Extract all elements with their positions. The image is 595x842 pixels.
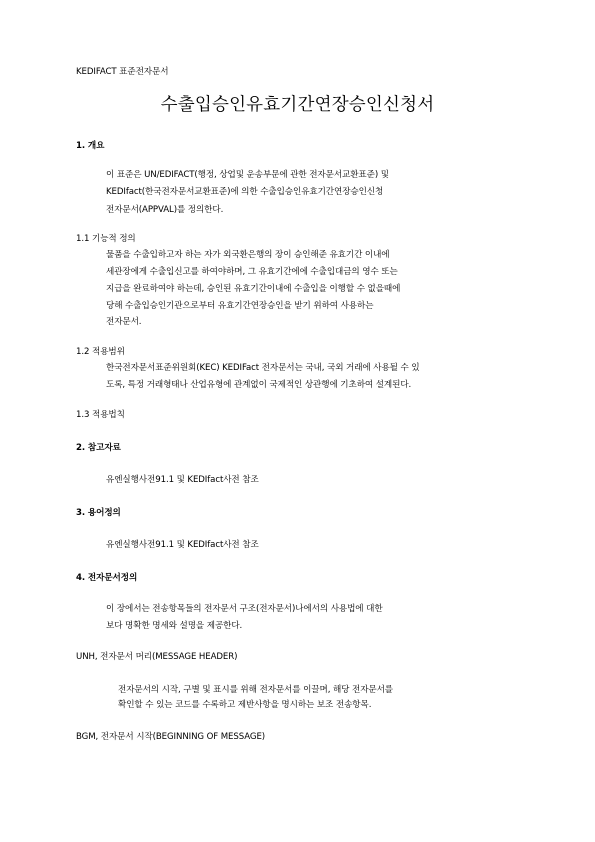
section-1-1-line: 지급을 완료하여야 하는데, 승인된 유효기간이내에 수출입을 이행할 수 없을때에 xyxy=(106,284,401,294)
section-1-1-line: 물품을 수출입하고자 하는 자가 외국환은행의 장이 승인해준 유효기간 이내에 xyxy=(106,250,390,260)
section-1-1-line: 전자문서. xyxy=(106,317,142,327)
unh-line: 전자문서의 시작, 구별 및 표시를 위해 전자문서를 이끌며, 해당 전자문서를 xyxy=(118,685,393,695)
section-3-line: 유엔실행사전91.1 및 KEDIfact사전 참조 xyxy=(106,540,259,550)
section-1-heading: 1. 개요 xyxy=(76,141,105,151)
section-1-2-heading: 1.2 적용범위 xyxy=(76,347,125,357)
section-3-heading: 3. 용어정의 xyxy=(76,508,121,518)
section-1-line: 이 표준은 UN/EDIFACT(행정, 상업및 운송부문에 관한 전자문서교환표준) 및 xyxy=(106,170,389,180)
section-2-heading: 2. 참고자료 xyxy=(76,443,121,453)
unh-heading: UNH, 전자문서 머리(MESSAGE HEADER) xyxy=(76,652,238,662)
section-1-1-line: 세관장에게 수출입신고를 하여야하며, 그 유효기간에에 수출입대금의 영수 또는 xyxy=(106,267,398,277)
section-4-line: 보다 명확한 명세와 설명을 제공한다. xyxy=(106,621,243,631)
section-1-1-heading: 1.1 기능적 정의 xyxy=(76,234,136,244)
section-2-line: 유엔실행사전91.1 및 KEDIfact사전 참조 xyxy=(106,475,259,485)
unh-line: 확인할 수 있는 코드를 수록하고 제반사항을 명시하는 보조 전송항목. xyxy=(118,700,372,710)
section-4-heading: 4. 전자문서정의 xyxy=(76,573,138,583)
section-4-line: 이 장에서는 전송항목들의 전자문서 구조(전자문서)나에서의 사용법에 대한 xyxy=(106,604,383,614)
document-header: KEDIFACT 표준전자문서 xyxy=(76,67,169,77)
document-title: 수출입승인유효기간연장승인신청서 xyxy=(160,95,435,115)
section-1-3-heading: 1.3 적용법칙 xyxy=(76,410,125,420)
section-1-1-line: 당해 수출입승인기관으로부터 유효기간연장승인을 받기 위하여 사용하는 xyxy=(106,301,374,311)
section-1-2-line: 한국전자문서표준위원회(KEC) KEDIFact 전자문서는 국내, 국외 거래에 사용될 수 있 xyxy=(106,363,420,373)
section-1-line: 전자문서(APPVAL)를 정의한다. xyxy=(106,205,224,215)
section-1-line: KEDIfact(한국전자문서교환표준)에 의한 수출입승인유효기간연장승인신청 xyxy=(106,187,384,197)
bgm-heading: BGM, 전자문서 시작(BEGINNING OF MESSAGE) xyxy=(76,732,266,742)
section-1-2-line: 도록, 특정 거래형태나 산업유형에 관계없이 국제적인 상관행에 기초하여 설계된다. xyxy=(106,380,412,390)
